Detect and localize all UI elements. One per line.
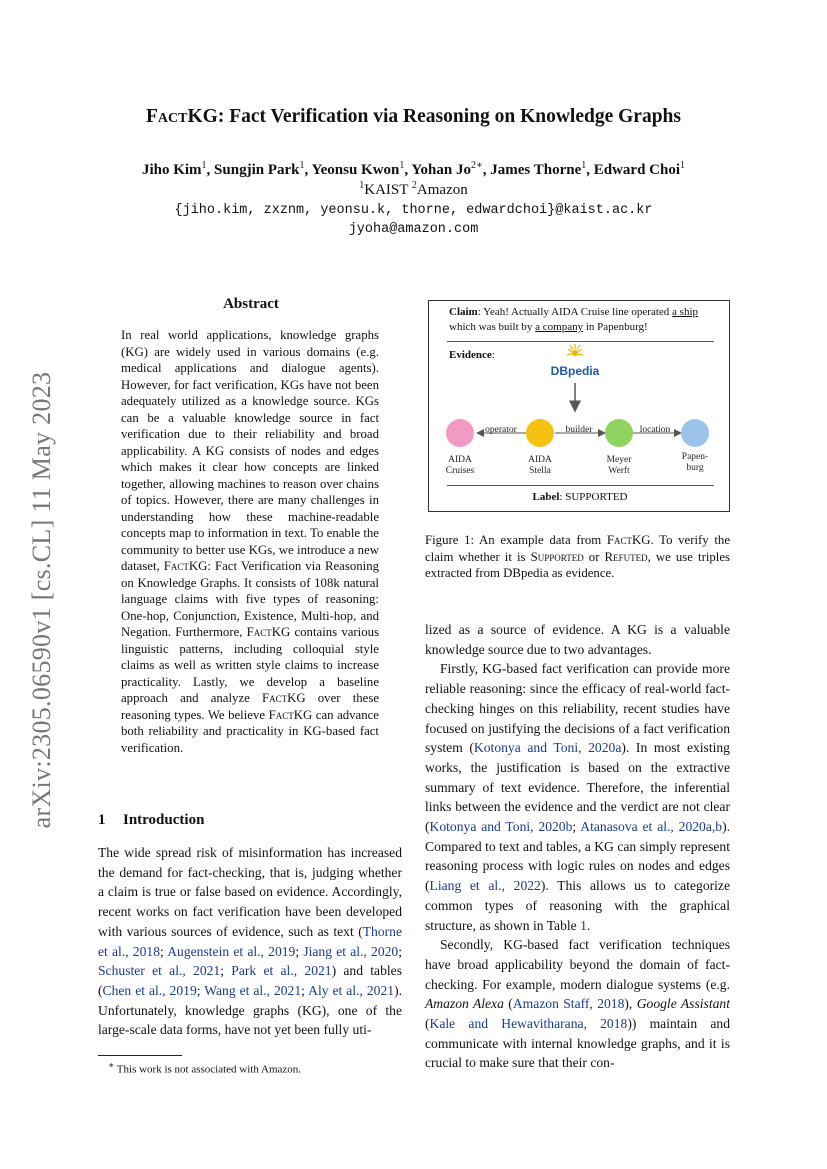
claim-underline: a company	[535, 321, 584, 333]
label-key: Label	[532, 491, 560, 503]
body-text: Secondly, KG-based fact verification techniques have broad applicability beyond the domain of fact-checking. For example, modern dialogue systems (e.g.	[425, 937, 730, 992]
factkg-name: Fact	[246, 625, 272, 639]
figure-divider	[447, 485, 714, 486]
citation-link[interactable]: Amazon Staff, 2018	[512, 996, 625, 1012]
body-text: ). In most existing works, the justification is based on the extractive summary of text evidence. Therefore, the inferential links between the evidence and the verdict are not clear (	[425, 740, 730, 835]
body-text: The wide spread risk of misinformation has increased the demand for fact-checking, that is, judging whether a claim is true or false based on evidence. Accordingly, recent works on fact verification have been developed with various sources of evidence, such as text (	[98, 845, 402, 939]
node-label: burg	[686, 463, 704, 473]
figure-caption	[425, 532, 730, 582]
abstract-text: KG: Fact Verification via Reasoning on Knowledge Graphs. It consists of 108k natural language claims with five types of reasoning: One-hop, Conjunction, Existence, Multi-hop, and Negation. Furthermore,	[121, 559, 379, 639]
dbpedia-spider-icon	[567, 344, 583, 356]
citation-link[interactable]: Schuster et al., 2021	[98, 963, 221, 979]
body-text: ). Unfortunately, knowledge graphs (KG), one of the large-scale data forms, have not yet been fully uti-	[98, 982, 402, 1038]
paper-title	[0, 106, 827, 128]
caption-refuted: Refuted	[604, 549, 648, 564]
factkg-name: Fact	[268, 707, 294, 722]
footnote-rule	[98, 1055, 182, 1056]
italic-text: Google Assistant	[636, 996, 730, 1012]
citation-link[interactable]: Park et al., 2021	[231, 963, 332, 979]
caption-supported: Supported	[530, 549, 584, 564]
body-text: .	[586, 917, 591, 933]
author-name: Yeonsu Kwon	[311, 162, 400, 178]
body-text: )) maintain and communicate with internal knowledge graphs, and it is crucial to make sure that their con-	[425, 1016, 731, 1071]
author-sup: 1	[581, 160, 587, 171]
right-column-body	[425, 620, 730, 1073]
title-smallcaps: Fact	[146, 106, 188, 127]
author-sup: 1	[399, 160, 405, 171]
citation-link[interactable]: Kotonya and Toni, 2020a	[473, 740, 622, 756]
node-label: Papen-	[681, 452, 709, 462]
citation-link[interactable]: Thorne et al., 2018	[98, 923, 402, 959]
node-papenburg	[681, 419, 709, 447]
author-name: Jiho Kim	[141, 162, 202, 178]
abstract-text: KG can advance both reliability and practicality in KG-based fact verification.	[121, 707, 379, 755]
node-label: Werft	[608, 466, 630, 476]
body-text: ). This allows us to categorize common types of reasoning with the graphical structure, as shown in Table	[425, 878, 730, 933]
citation-link[interactable]: Kotonya and Toni, 2020b	[429, 819, 573, 835]
factkg-name: Fact	[606, 533, 633, 547]
email-line[interactable]: jyoha@amazon.com	[348, 222, 479, 237]
citation-link[interactable]: Wang et al., 2021	[204, 982, 302, 998]
citation-link[interactable]: Atanasova et al., 2020a,b	[580, 819, 723, 835]
dbpedia-text: DBpedia	[550, 364, 600, 378]
author-sup: 1	[680, 160, 686, 171]
affiliations	[0, 180, 827, 199]
email-block	[0, 201, 827, 239]
dbpedia-logo	[551, 344, 600, 378]
citation-link[interactable]: Augenstein et al., 2019	[167, 943, 296, 959]
citation-link[interactable]: Chen et al., 2019	[102, 982, 197, 998]
paragraph: Secondly, KG-based fact verification techniques have broad applicability beyond the domain of fact-checking. For example, modern dialogue systems (e.g. Amazon Alexa (Amazon Staff, 2018), Google Assistant (Kale and Hewavitharana, 2018)) maintain and communicate with internal knowledge graphs, and it is crucial to make sure that their con-	[425, 937, 731, 1071]
footnote-mark: ∗	[108, 1060, 115, 1070]
abstract-text: KG over these reasoning types. We believe	[121, 691, 380, 722]
paragraph: Firstly, KG-based fact verification can provide more reliable reasoning: since the efficacy of real-world fact-checking hinges on this reliability, recent studies have focused on justifying the decisions of a fact verification system (Kotonya and Toni, 2020a). In most existing works, the justification is based on the extractive summary of text evidence. Therefore, the inferential links between the evidence and the verdict are not clear (Kotonya and Toni, 2020b; Atanasova et al., 2020a,b). Compared to text and tables, a KG can simply represent reasoning process with logic rules on nodes and edges (Liang et al., 2022). This allows us to categorize common types of reasoning with the graphical structure, as shown in Table 1.	[425, 661, 731, 933]
body-text: Firstly, KG-based fact verification can provide more reliable reasoning: since the efficacy of real-world fact-checking hinges on this reliability, recent studies have focused on justifying the decisions of a fact verification system (	[425, 661, 730, 756]
factkg-name: Fact	[262, 691, 288, 705]
email-line[interactable]: {jiho.kim, zxznm, yeonsu.k, thorne, edwardchoi}@kaist.ac.kr	[174, 203, 653, 218]
edge-label-operator: operator	[485, 425, 517, 435]
caption-text: , we use triples extracted from DBpedia as evidence.	[425, 549, 731, 580]
node-aida-cruises	[446, 419, 474, 447]
author-list: Jiho Kim$^1$, Sungjin Park$^1$, Yeonsu Kwon$^1$, Yohan $Jo^{2∗}$, James Thorne$^1$, Edward Choi$^1$	[141, 160, 686, 178]
claim-label: Claim	[449, 306, 478, 318]
node-label: Stella	[529, 466, 551, 476]
node-label: AIDA	[448, 455, 472, 465]
paragraph: lized as a source of evidence. A KG is a valuable knowledge source due to two advantages.	[425, 622, 730, 657]
caption-text: Figure 1: An example data from	[425, 533, 607, 547]
affil-sup: 2	[411, 180, 417, 191]
caption-text: KG. To verify the claim whether it is	[425, 533, 731, 564]
title-rest: KG: Fact Verification via Reasoning on Knowledge Graphs	[187, 106, 681, 127]
author-sup: 2∗	[470, 160, 483, 171]
citation-link[interactable]: Jiang et al., 2020	[303, 943, 399, 959]
caption-text: or	[583, 549, 605, 564]
author-name: Edward Choi	[593, 162, 681, 178]
abstract-heading: Abstract	[223, 296, 279, 312]
node-meyer-werft	[605, 419, 633, 447]
citation-link[interactable]: Kale and Hewavitharana, 2018	[429, 1016, 628, 1032]
claim-text: in Papenburg!	[583, 321, 648, 333]
evidence-label: Evidence:	[449, 349, 495, 361]
factkg-name: Fact	[163, 559, 189, 573]
footnote	[108, 1060, 301, 1076]
body-text: ). Compared to text and tables, a KG can simply represent reasoning process with logic rules on nodes and edges (	[425, 819, 731, 894]
claim-text: which was built by	[449, 321, 536, 333]
section-title: Introduction	[123, 812, 205, 828]
edge-label-location: location	[639, 425, 671, 435]
abstract-body	[121, 327, 379, 756]
author-name: James Thorne	[490, 162, 582, 178]
node-label: Meyer	[606, 455, 632, 465]
section-heading	[98, 812, 204, 829]
figure-label	[429, 491, 731, 503]
italic-text: Amazon Alexa	[425, 996, 504, 1012]
citation-link[interactable]: Liang et al., 2022	[429, 878, 541, 894]
intro-paragraph: The wide spread risk of misinformation has increased the demand for fact-checking, that is, judging whether a claim is true or false based on evidence. Accordingly, recent works on fact verification have been developed with various sources of evidence, such as text (Thorne et al., 2018; Augenstein et al., 2019; Jiang et al., 2020; Schuster et al., 2021; Park et al., 2021) and tables (Chen et al., 2019; Wang et al., 2021; Aly et al., 2021). Unfortunately, knowledge graphs (KG), one of the large-scale data forms, have not yet been fully uti-	[98, 845, 402, 1038]
kg-diagram	[429, 301, 731, 513]
author-sup: 1	[299, 160, 305, 171]
affil-amazon: Amazon	[416, 182, 468, 198]
abstract-text: KG contains various linguistic patterns, including colloquial style claims as well as written style claims to increase practicality. Lastly, we develop a baseline approach and analyze	[121, 625, 379, 705]
node-label: AIDA	[528, 455, 552, 465]
author-sup: 1	[201, 160, 207, 171]
affil-sup: 1	[359, 180, 365, 191]
footnote-text: This work is not associated with Amazon.	[116, 1063, 302, 1076]
node-label: Cruises	[445, 466, 475, 476]
claim-underline: a ship	[672, 306, 699, 318]
claim-text: : Yeah! Actually AIDA Cruise line operated	[477, 306, 673, 318]
affil-kaist: KAIST	[364, 182, 409, 198]
author-name: Sungjin Park	[214, 162, 300, 178]
author-name: Yohan Jo	[411, 162, 471, 178]
citation-link[interactable]: Aly et al., 2021	[308, 982, 395, 998]
body-text: ) and tables (	[98, 963, 402, 998]
node-aida-stella	[526, 419, 554, 447]
figure-1	[428, 300, 730, 512]
edge-label-builder: builder	[565, 425, 593, 435]
label-value: : SUPPORTED	[559, 491, 628, 503]
table-ref-link[interactable]: 1	[580, 917, 587, 933]
abstract-text: In real world applications, knowledge graphs (KG) are widely used in various domains (e.g. medical applications and dialogue agents). However, for fact verification, KGs have not been adequately utilized as a knowledge source. KGs can be a valuable knowledge source in fact verification due to their reliability and broad applicability. A KG consists of nodes and edges which makes it clear how concepts are linked together, allowing machines to reason over chains of topics. However, there are many challenges in understanding how these machine-readable concepts map to information in text. To enable the community to better use KGs, we introduce a new dataset,	[121, 328, 379, 573]
section-number: 1	[98, 812, 106, 828]
arxiv-stamp: arXiv:2305.06590v1 [cs.CL] 11 May 2023	[27, 371, 56, 829]
